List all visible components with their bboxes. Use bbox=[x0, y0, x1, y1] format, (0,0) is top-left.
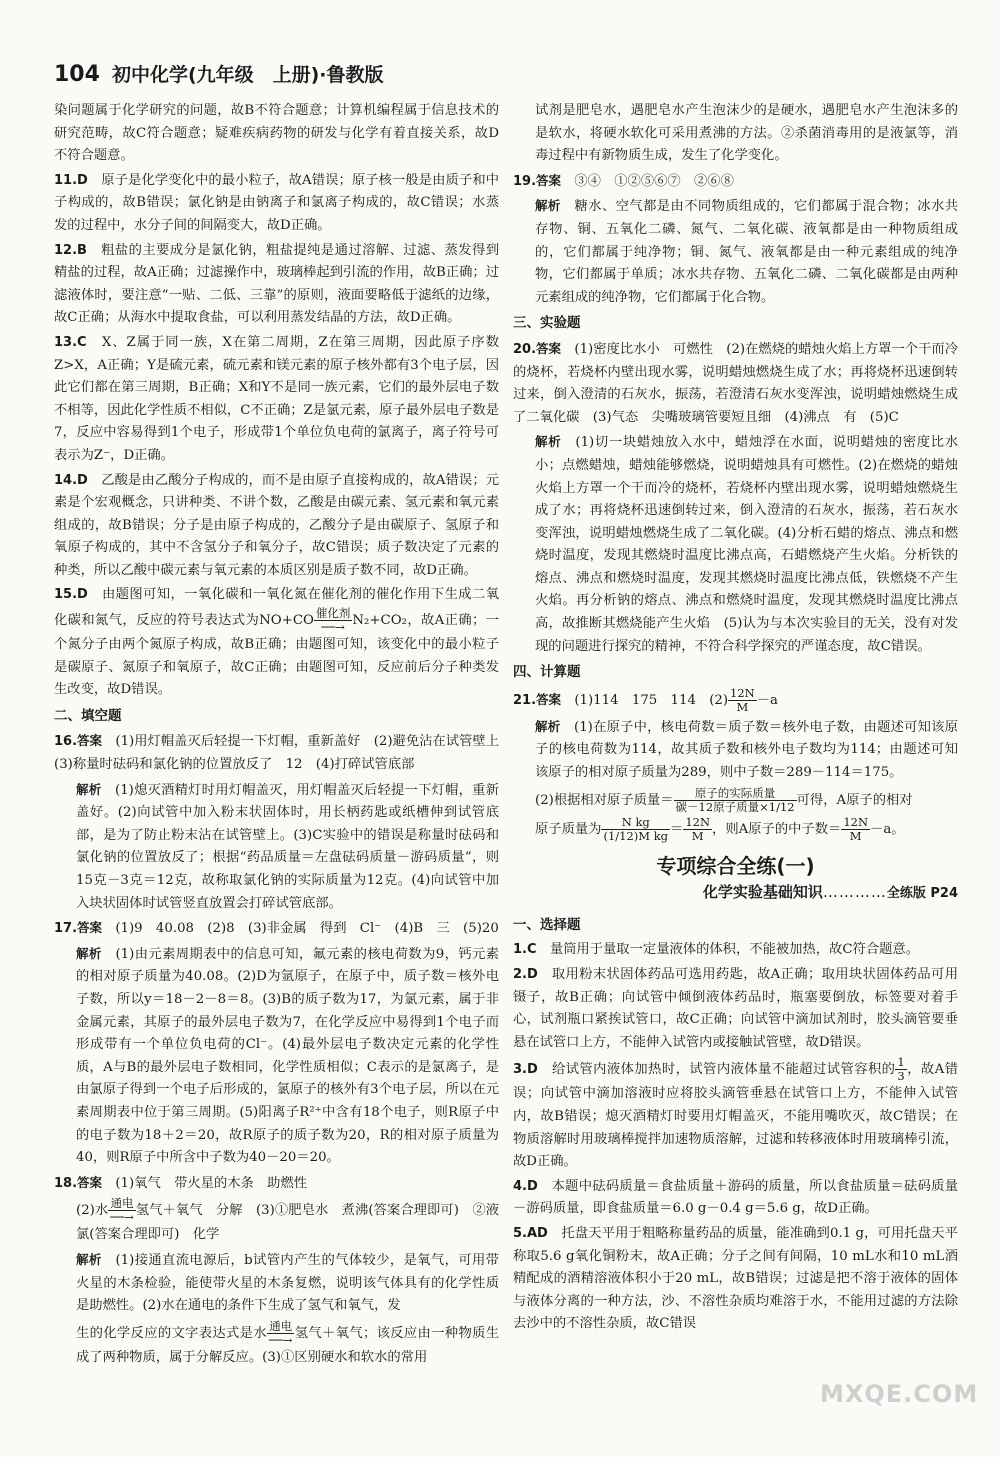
question-21-analysis: 解析 (1)在原子中，核电荷数＝质子数＝核外电子数，由题述可知该原子的核电荷数为114，故其质子数和核外电子数均为114；由题述可知该原子的相对原子质量为289，则中子数＝289－114＝175。 bbox=[535, 718, 958, 781]
question-19-answer: 19.答案 ③④ ①②⑤⑥⑦ ②⑥⑧ bbox=[513, 172, 734, 189]
question-21-analysis-2: (2)根据相对原子质量＝ $\frac{\text{原子的实际质量}}{\text{碳－12原子质量×1/12}}$ 可得，A原子的相对 bbox=[535, 785, 913, 814]
watermark-logo: MXQE.COM bbox=[820, 1380, 979, 1408]
question-16-analysis: 解析 (1)熄灭酒精灯时用灯帽盖灭，用灯帽盖灭后轻提一下灯帽，重新盖好。(2)向试管中加入粉末状固体时，用长柄药匙或纸槽伸到试管底部，是为了防止粉末沾在试管壁上。(3)C实验中的错误是称量时砝码和氯化钠的位置放反了；根据“药品质量＝左盘砝码质量－游码质量”，则15克－3克＝12克，故称取氯化钠的实际质量为12克。(4)向试管中加入块状固体时试管竖直放置会打碎试管底部。 bbox=[76, 781, 499, 911]
special-question-2: 2.D 取用粉末状固体药品可选用药匙，故A正确；取用块状固体药品可用镊子，故B正确；向试管中倾倒液体药品时，瓶塞要倒放，标签要对着手心，试剂瓶口紧挨试管口，故C正确；向试管中滴加试剂时，胶头滴管要垂悬在试管口上方，不能伸入试管内或接触试管壁，故D错误。 bbox=[513, 967, 959, 1050]
continuation-text: 染问题属于化学研究的问题，故B不符合题意；计算机编程属于信息技术的研究范畴，故C符合题意；疑难疾病药物的研发与化学有着直接关系，故D不符合题意。 bbox=[54, 103, 499, 164]
left-column bbox=[54, 100, 513, 1371]
question-13: 13.C X、Z属于同一族，X在第二周期，Z在第三周期，因此原子序数Z>X，A正确；Y是硫元素，硫元素和镁元素的原子核外都有3个电子层，因此它们都在第三周期，B正确；X和Y不是同一族元素，它们的最外层电子数不相等，因此化学性质不相似，C不正确；Z是氯元素，原子最外层电子数是7，反应中容易得到1个电子，形成带1个单位负电荷的氯离子，离子符号可表示为Z⁻，D正确。 bbox=[54, 334, 499, 463]
special-question-5: 5.AD 托盘天平用于粗略称量药品的质量，能准确到0.1 g，可用托盘天平称取5.6 g氧化铜粉末，故A正确；分子之间有间隔，10 mL水和10 mL酒精配成的酒精溶液体积小于20 mL，故B错误；过滤是把不溶于液体的固体与液体分离的一种方法，沙、不溶性杂质均难溶于水，不能用过滤的方法除去沙中的不溶性杂质，故C错误 bbox=[513, 1225, 958, 1332]
question-20-analysis: 解析 (1)切一块蜡烛放入水中，蜡烛浮在水面，说明蜡烛的密度比水小；点燃蜡烛，蜡烛能够燃烧，说明蜡烛具有可燃性。(2)在燃烧的蜡烛火焰上方罩一个干而冷的烧杯，若烧杯内壁出现水雾，说明蜡烛燃烧生成了水；再将烧杯迅速倒转过来，倒入澄清的石灰水，振荡，若石灰水变浑浊，说明蜡烛燃烧生成了二氧化碳。(4)分析石蜡的熔点、沸点和燃烧时温度，发现其燃烧时温度比沸点高，石蜡燃烧产生火焰。分析铁的熔点、沸点和燃烧时温度，发现其燃烧时温度比沸点低，铁燃烧不产生火焰。再分析钠的熔点、沸点和燃烧时温度，发现其燃烧时温度比沸点高，故推断其燃烧能产生火焰 (5)认为与本次实验目的无关，没有对发现的问题进行探究的精神，不符合科学探究的严谨态度，故C错误。 bbox=[535, 434, 958, 654]
special-question-4: 4.D 本题中砝码质量＝食盐质量＋游码的质量，所以食盐质量＝砝码质量－游码质量，即食盐质量＝6.0 g－0.4 g＝5.6 g，故D正确。 bbox=[513, 1178, 959, 1217]
electrolysis-arrow: $\frac{\text{通电}}{──\to}$ bbox=[110, 1196, 134, 1225]
question-15: 15.D 由题图可知，一氧化碳和一氧化氮在催化剂的催化作用下生成二氧化碳和氮气，反应的符号表达式为NO+CO $\frac{\text{催化剂}}{──\to}$ N₂+CO₂，故A正确；一个氮分子由两个氮原子构成，故B正确；由题图可知，该变化中的最小粒子是碳原子、氮原子和氧原子，故C正确；由题图可知，反应前后分子种类发生改变，故D错误。 bbox=[54, 587, 500, 698]
continuation-text-right: 试剂是肥皂水，遇肥皂水产生泡沫少的是硬水，遇肥皂水产生泡沫多的是软水，将硬水软化可采用煮沸的方法。②杀菌消毒用的是液氯等，消毒过程中有新物质生成，发生了化学变化。 bbox=[535, 103, 958, 164]
question-21-answer: 21.答案 (1)114 175 114 (2) $\frac{12N}{M}$ －a bbox=[513, 685, 778, 714]
question-18-answer: 18.答案 (1)氧气 带火星的木条 助燃性 bbox=[54, 1174, 308, 1191]
question-16-answer: 16.答案 (1)用灯帽盖灭后轻提一下灯帽，重新盖好 (2)避免沾在试管壁上 (3)称量时砝码和氯化钠的位置放反了 12 (4)打碎试管底部 bbox=[54, 733, 513, 773]
section-choice: 一、选择题 bbox=[513, 916, 581, 933]
question-17-analysis: 解析 (1)由元素周期表中的信息可知，氟元素的核电荷数为9，钙元素的相对原子质量为40.08。(2)D为氩原子，在原子中，质子数＝核外电子数，所以y＝18－2－8＝8。(3)B的质子数为17，为氯元素，属于非金属元素，其原子的最外层电子数为7，在化学反应中易得到1个电子而形成带有一个单位负电荷的Cl⁻。(4)最外层电子数决定元素的化学性质，A与B的最外层电子数相同，化学性质相似；C表示的是氯离子，是由氯原子得到一个电子后形成的，氯原子的核外有3个电子层，所以在元素周期表中位于第三周期。(5)阳离子R²⁺中含有18个电子，则R原子中的电子数为18＋2＝20，故R原子的质子数为20，R的相对原子质量为40，则R原子中所含中子数为40－20＝20。 bbox=[76, 945, 499, 1166]
question-18-analysis: 解析 (1)接通直流电源后，b试管内产生的气体较少，是氧气，可用带火星的木条检验，能使带火星的木条复燃，说明该气体具有的化学性质是助燃性。(2)水在通电的条件下生成了氢气和氧气，发 bbox=[76, 1251, 499, 1314]
special-section-title: 专项综合全练(一) bbox=[656, 853, 815, 878]
question-19-analysis: 解析 糖水、空气都是由不同物质组成的，它们都属于混合物；冰水共存物、铜、五氧化二磷、氮气、二氧化碳、液氧都是由一种物质组成的，它们都属于纯净物；铜、氮气、液氧都是由一种元素组成的纯净物，它们都属于单质；冰水共存物、五氧化二磷、二氧化碳都是由两种元素组成的纯净物，它们都属于化合物。 bbox=[535, 198, 958, 305]
question-21-analysis-3: 原子质量为 $\frac{\text{N kg}}{\text{(1/12)M kg}}$ ＝ $\frac{12N}{M}$ ，则A原子的中子数＝ $\frac{12N}{M}$ －a。 bbox=[535, 814, 905, 843]
right-column bbox=[513, 100, 958, 1338]
section-calculation: 四、计算题 bbox=[513, 664, 581, 681]
book-title: 初中化学(九年级 上册)·鲁教版 bbox=[111, 64, 384, 86]
special-section-subtitle: 化学实验基础知识…………全练版 P24 bbox=[702, 883, 958, 902]
question-14: 14.D 乙酸是由乙酸分子构成的，而不是由原子直接构成的，故A错误；元素是个宏观概念，只讲种类、不讲个数，乙酸是由碳元素、氢元素和氧元素组成的，故B错误；分子是由原子构成的，乙酸分子是由碳原子、氢原子和氧原子构成的，其中不含氢分子和氧分子，故C错误；质子数决定了元素的种类，所以乙酸中碳元素与氧元素的本质区别是质子数不同，故D正确。 bbox=[54, 472, 499, 578]
question-18-answer-2: (2)水 $\frac{\text{通电}}{──\to}$ 氢气＋氧气 分解 (3)①肥皂水 煮沸(答案合理即可) ②液氯(答案合理即可) 化学 bbox=[76, 1196, 499, 1243]
special-question-1: 1.C 量筒用于量取一定量液体的体积，不能被加热，故C符合题意。 bbox=[513, 942, 920, 958]
section-fill-in: 二、填空题 bbox=[54, 707, 122, 724]
page-header bbox=[54, 60, 384, 88]
catalyst-arrow: $\frac{\text{催化剂}}{──\to}$ bbox=[315, 606, 351, 635]
question-20-answer: 20.答案 (1)密度比水小 可燃性 (2)在燃烧的蜡烛火焰上方罩一个干而冷的烧杯，若烧杯内壁出现水雾，说明蜡烛燃烧生成了水；再将烧杯迅速倒转过来，倒入澄清的石灰水，振荡，若澄清石灰水变浑浊，说明蜡烛燃烧生成了二氧化碳 (3)气态 尖嘴玻璃管要短且细 (4)沸点 有 (5)C bbox=[513, 340, 958, 425]
question-11: 11.D 原子是化学变化中的最小粒子，故A错误；原子核一般是由质子和中子构成的，故B错误；氯化钠是由钠离子和氯离子构成的，故C错误；水蒸发的过程中，水分子间的间隔变大，故D正确。 bbox=[54, 172, 499, 233]
question-12: 12.B 粗盐的主要成分是氯化钠，粗盐提纯是通过溶解、过滤、蒸发得到精盐的过程，故A正确；过滤操作中，玻璃棒起到引流的作用，故B正确；过滤液体时，要注意“一贴、二低、三靠”的原则，液面要略低于滤纸的边缘，故C正确；从海水中提取食盐，可以利用蒸发结晶的方法，故D正确。 bbox=[54, 242, 500, 326]
page-number: 104 bbox=[54, 62, 100, 87]
question-18-analysis-2: 生的化学反应的文字表达式是水 $\frac{\text{通电}}{──\to}$ 氢气＋氧气；该反应由一种物质生成了两种物质，属于分解反应。(3)①区别硬水和软水的常用 bbox=[76, 1318, 500, 1365]
special-question-3: 3.D 给试管内液体加热时，试管内液体量不能超过试管容积的 $\frac{1}{3}$ ，故A错误；向试管中滴加溶液时应将胶头滴管垂悬在试管口上方，不能伸入试管内，故B错误；熄灭酒精灯时要用灯帽盖灭，不能用嘴吹灭，故C错误；在物质溶解时用玻璃棒搅拌加速物质溶解，过滤和转移液体时用玻璃棒引流，故D正确。 bbox=[513, 1055, 959, 1170]
question-17-answer: 17.答案 (1)9 40.08 (2)8 (3)非金属 得到 Cl⁻ (4)B 三 (5)20 bbox=[54, 920, 499, 937]
section-experiment: 三、实验题 bbox=[513, 315, 581, 332]
